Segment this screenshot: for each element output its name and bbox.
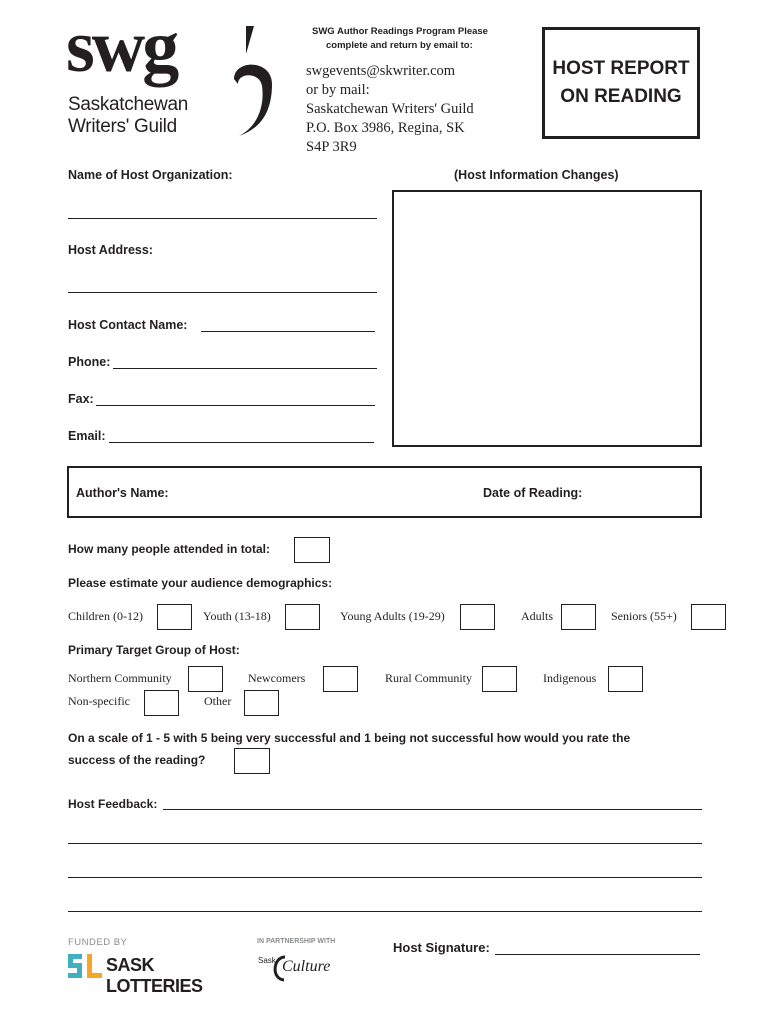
demo-youth-label: Youth (13-18) xyxy=(203,609,271,623)
feedback-line-4[interactable] xyxy=(68,911,702,912)
demo-seniors-input[interactable] xyxy=(691,604,726,630)
signature-field[interactable] xyxy=(495,954,700,955)
target-rural-label: Rural Community xyxy=(385,671,472,685)
sask-lotteries-icon xyxy=(68,954,104,978)
phone-label: Phone: xyxy=(68,355,111,369)
host-contact-field[interactable] xyxy=(201,331,375,332)
target-other-input[interactable] xyxy=(244,690,279,716)
demo-children-input[interactable] xyxy=(157,604,192,630)
sask-culture-text: Culture xyxy=(282,958,331,975)
demographics-label: Please estimate your audience demographics: xyxy=(68,576,333,590)
logo-swirl xyxy=(224,24,284,139)
mail-org: Saskatchewan Writers' Guild xyxy=(306,101,474,117)
partnership-label: IN PARTNERSHIP WITH xyxy=(257,938,336,945)
author-name-label: Author's Name: xyxy=(76,486,169,500)
title-line1: HOST REPORT xyxy=(552,58,690,79)
demo-seniors-label: Seniors (55+) xyxy=(611,609,677,623)
demo-adults-input[interactable] xyxy=(561,604,596,630)
sask-culture-logo xyxy=(258,950,338,984)
target-nonspecific-input[interactable] xyxy=(144,690,179,716)
sask-lotteries-logo xyxy=(68,953,228,996)
host-info-changes-label: (Host Information Changes) xyxy=(454,168,619,182)
host-address-label: Host Address: xyxy=(68,243,153,257)
demo-young-adults-input[interactable] xyxy=(460,604,495,630)
mail-postal: S4P 3R9 xyxy=(306,139,357,155)
demo-children-label: Children (0-12) xyxy=(68,609,143,623)
attendance-label: How many people attended in total: xyxy=(68,542,271,556)
feedback-line-2[interactable] xyxy=(68,843,702,844)
host-address-field[interactable] xyxy=(68,292,377,293)
sask-lotteries-text: SASK LOTTERIES xyxy=(106,955,203,996)
feedback-line-3[interactable] xyxy=(68,877,702,878)
attendance-input[interactable] xyxy=(294,537,330,563)
fax-field[interactable] xyxy=(96,405,375,406)
demo-young-adults-label: Young Adults (19-29) xyxy=(340,609,445,623)
target-indigenous-label: Indigenous xyxy=(543,671,597,685)
rating-question-line1: On a scale of 1 - 5 with 5 being very successful and 1 being not successful how would you rate the xyxy=(68,731,631,745)
phone-field[interactable] xyxy=(113,368,377,369)
demo-youth-input[interactable] xyxy=(285,604,320,630)
rating-question-line2: success of the reading? xyxy=(68,753,206,767)
feedback-label: Host Feedback: xyxy=(68,797,158,811)
funded-by-label: FUNDED BY xyxy=(68,937,128,948)
target-newcomers-label: Newcomers xyxy=(248,671,306,685)
host-org-label: Name of Host Organization: xyxy=(68,168,233,182)
program-line1: SWG Author Readings Program Please xyxy=(312,26,488,37)
title-box xyxy=(542,27,700,139)
title-line2: ON READING xyxy=(560,86,682,107)
author-date-box[interactable] xyxy=(67,466,702,518)
target-newcomers-input[interactable] xyxy=(323,666,358,692)
swg-logo xyxy=(66,6,281,144)
target-nonspecific-label: Non-specific xyxy=(68,694,130,708)
fax-label: Fax: xyxy=(68,392,94,406)
target-northern-label: Northern Community xyxy=(68,671,172,685)
mail-intro: or by mail: xyxy=(306,82,370,98)
target-northern-input[interactable] xyxy=(188,666,223,692)
sask-culture-prefix: Sask xyxy=(258,956,276,965)
host-info-changes-box[interactable] xyxy=(392,190,702,447)
target-indigenous-input[interactable] xyxy=(608,666,643,692)
date-label: Date of Reading: xyxy=(483,486,583,500)
logo-line2: Writers' Guild xyxy=(68,116,177,137)
rating-input[interactable] xyxy=(234,748,270,774)
program-line2: complete and return by email to: xyxy=(326,40,473,51)
target-rural-input[interactable] xyxy=(482,666,517,692)
target-group-label: Primary Target Group of Host: xyxy=(68,643,240,657)
demo-adults-label: Adults xyxy=(521,609,554,623)
logo-wordmark: swg xyxy=(66,6,177,88)
feedback-line-1[interactable] xyxy=(163,809,702,810)
contact-email[interactable]: swgevents@skwriter.com xyxy=(306,63,456,79)
host-contact-label: Host Contact Name: xyxy=(68,318,188,332)
host-org-field[interactable] xyxy=(68,218,377,219)
signature-label: Host Signature: xyxy=(393,940,490,955)
target-other-label: Other xyxy=(204,694,232,708)
email-label: Email: xyxy=(68,429,106,443)
email-field[interactable] xyxy=(109,442,374,443)
mail-po-box: P.O. Box 3986, Regina, SK xyxy=(306,120,465,136)
logo-line1: Saskatchewan xyxy=(68,94,188,115)
